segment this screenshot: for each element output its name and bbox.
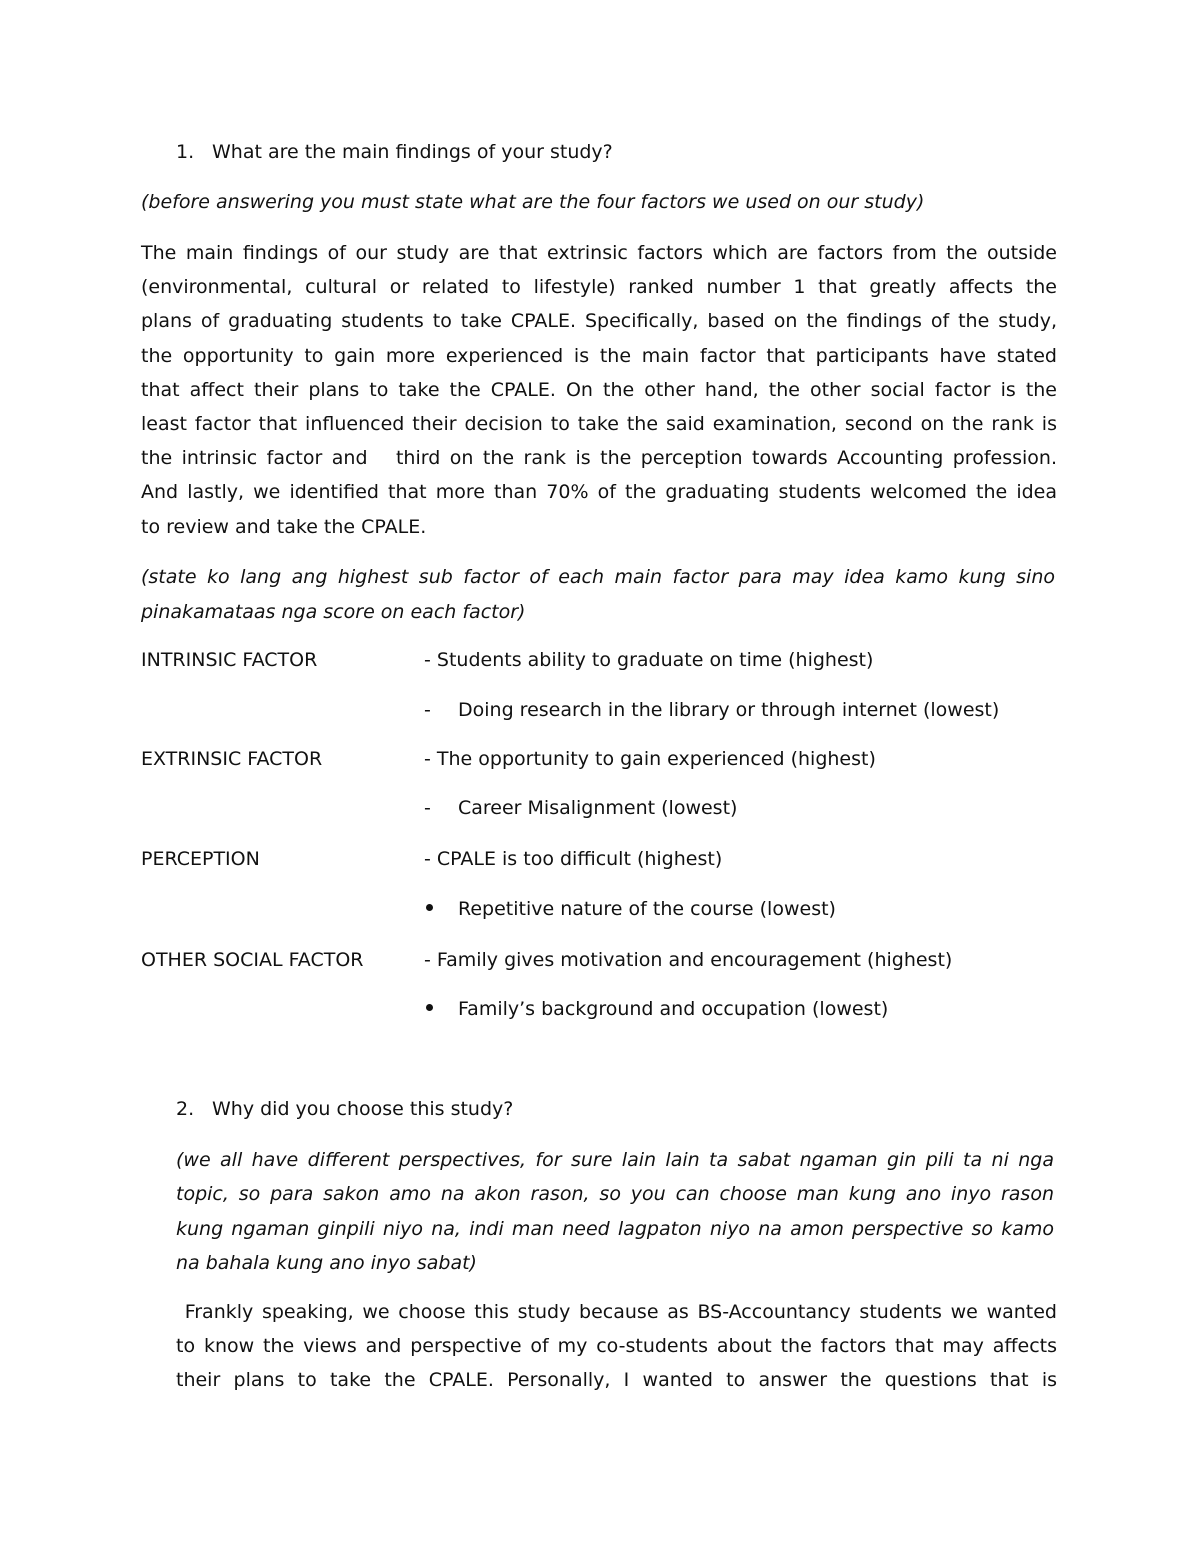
question-1-answer [141,236,1057,544]
question-2-note [176,1143,1054,1280]
factor-lowest-text: Doing research in the library or through internet (lowest) [458,699,1000,721]
factor-label-extrinsic: EXTRINSIC FACTOR [141,748,323,770]
answer-line: the opportunity to gain more experienced is the main factor that participants have stated [141,344,1057,367]
answer-line: the intrinsic factor and third on the rank is the perception towards Accounting profession. [141,447,1057,470]
note-line: na bahala kung ano inyo sabat) [176,1251,477,1274]
factor-lowest-perception [424,898,836,920]
factor-highest-intrinsic: - Students ability to graduate on time (highest) [424,649,874,671]
question-1 [176,141,613,163]
question-2-number: 2. [176,1098,195,1120]
note-line: (we all have different perspectives, for sure lain lain ta sabat ngaman gin pili ta ni nga [176,1149,1054,1171]
factor-lowest-text: Repetitive nature of the course (lowest) [458,898,836,920]
question-1-note-2 [141,560,1055,629]
answer-line: (environmental, cultural or related to lifestyle) ranked number 1 that greatly affects the [141,276,1057,299]
dash-marker: - [424,797,431,819]
answer-line: least factor that influenced their decision to take the said examination, second on the rank is [141,412,1057,435]
bullet-icon [426,904,433,911]
factor-highest-extrinsic: - The opportunity to gain experienced (highest) [424,748,876,770]
dash-marker: - [424,699,431,721]
answer-line: And lastly, we identified that more than 70% of the graduating students welcomed the idea [141,481,1057,504]
factor-label-social: OTHER SOCIAL FACTOR [141,949,364,971]
factor-highest-perception: - CPALE is too difficult (highest) [424,848,723,870]
answer-line: Frankly speaking, we choose this study because as BS-Accountancy students we wanted [176,1301,1057,1323]
answer-line: that affect their plans to take the CPALE. On the other hand, the other social factor is the [141,378,1057,401]
question-1-number: 1. [176,141,195,163]
factor-lowest-social [424,998,888,1020]
question-1-note: (before answering you must state what are the four factors we used on our study) [141,191,925,213]
answer-line: to review and take the CPALE. [141,515,427,538]
answer-line: plans of graduating students to take CPALE. Specifically, based on the findings of the study, [141,310,1057,333]
question-2 [176,1098,513,1120]
factor-highest-social: - Family gives motivation and encouragement (highest) [424,949,953,971]
factor-lowest-intrinsic [424,699,999,721]
factor-lowest-text: Career Misalignment (lowest) [458,797,738,819]
note-line: pinakamataas nga score on each factor) [141,600,526,623]
bullet-icon [426,1004,433,1011]
answer-line: their plans to take the CPALE. Personally, I wanted to answer the questions that is [176,1369,1057,1392]
question-2-text: Why did you choose this study? [212,1098,514,1120]
note-line: topic, so para sakon amo na akon rason, so you can choose man kung ano inyo rason [176,1183,1054,1206]
question-1-text: What are the main findings of your study? [212,141,613,163]
answer-line: The main findings of our study are that extrinsic factors which are factors from the outside [141,242,1057,264]
factor-lowest-extrinsic [424,797,737,819]
factor-lowest-text: Family’s background and occupation (lowest) [458,998,889,1020]
question-2-answer [176,1295,1057,1398]
factor-label-intrinsic: INTRINSIC FACTOR [141,649,318,671]
note-line: (state ko lang ang highest sub factor of each main factor para may idea kamo kung sino [141,566,1055,588]
answer-line: to know the views and perspective of my co-students about the factors that may affects [176,1335,1057,1358]
factor-label-perception: PERCEPTION [141,848,260,870]
note-line: kung ngaman ginpili niyo na, indi man need lagpaton niyo na amon perspective so kamo [176,1217,1054,1240]
